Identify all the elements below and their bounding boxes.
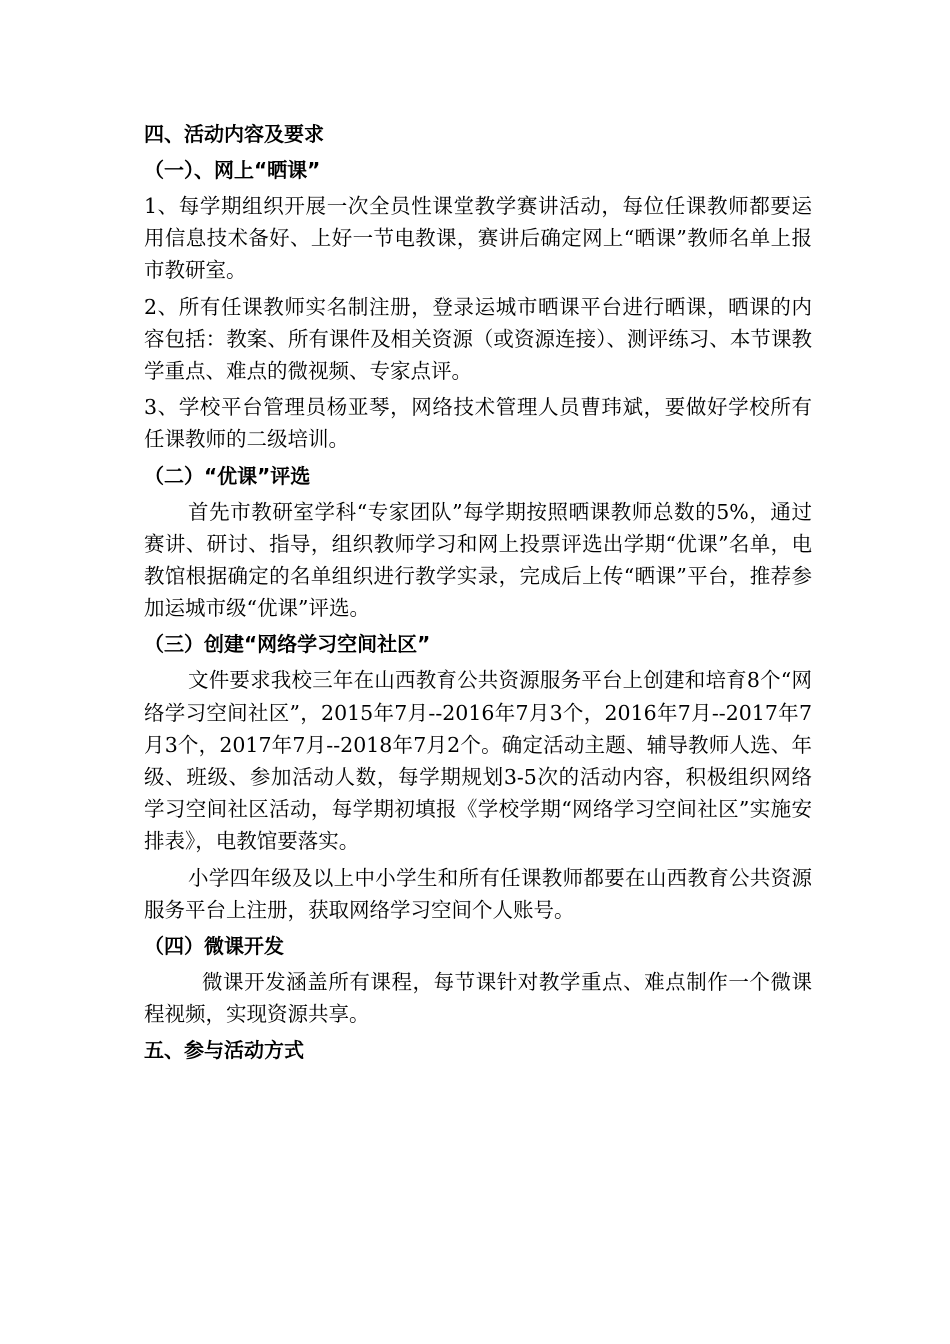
subsection-1-paragraph-2: 2、所有任课教师实名制注册，登录运城市晒课平台进行晒课，晒课的内容包括：教案、所有课件及相关资源（或资源连接）、测评练习、本节课教学重点、难点的微视频、专家点评。 xyxy=(144,294,812,384)
subsection-3-paragraph-2: 小学四年级及以上中小学生和所有任课教师都要在山西教育公共资源服务平台上注册，获取网络学习空间个人账号。 xyxy=(144,865,812,922)
subsection-2-heading: （二）“优课”评选 xyxy=(144,463,311,488)
subsection-3-heading: （三）创建“网络学习空间社区” xyxy=(144,632,431,657)
subsection-2-paragraph-1: 首先市教研室学科“专家团队”每学期按照晒课教师总数的5%，通过赛讲、研讨、指导，组织教师学习和网上投票评选出学期“优课”名单，电教馆根据确定的名单组织进行教学实录，完成后上传“晒课”平台，推荐参加运城市级“优课”评选。 xyxy=(144,499,812,621)
subsection-4-heading: （四）微课开发 xyxy=(144,934,284,959)
subsection-1-paragraph-3: 3、学校平台管理员杨亚琴，网络技术管理人员曹玮斌，要做好学校所有任课教师的二级培训。 xyxy=(144,395,812,452)
document-page xyxy=(144,118,812,1066)
section-4-heading: 四、活动内容及要求 xyxy=(144,122,324,146)
subsection-4-paragraph-1: 微课开发涵盖所有课程，每节课针对教学重点、难点制作一个微课程视频，实现资源共享。 xyxy=(144,970,812,1027)
section-5-heading: 五、参与活动方式 xyxy=(144,1038,304,1063)
subsection-1-paragraph-1: 1、每学期组织开展一次全员性课堂教学赛讲活动，每位任课教师都要运用信息技术备好、上好一节电教课，赛讲后确定网上“晒课”教师名单上报市教研室。 xyxy=(144,194,812,283)
subsection-3-paragraph-1: 文件要求我校三年在山西教育公共资源服务平台上创建和培育8个“网络学习空间社区”，2015年7月--2016年7月3个，2016年7月--2017年7月3个，2017年7月--2018年7月2个。确定活动主题、辅导教师人选、年级、班级、参加活动人数，每学期规划3-5次的活动内容，积极组织网络学习空间社区活动，每学期初填报《学校学期“网络学习空间社区”实施安排表》，电教馆要落实。 xyxy=(144,668,812,854)
subsection-1-heading: （一）、网上“晒课” xyxy=(144,158,321,182)
